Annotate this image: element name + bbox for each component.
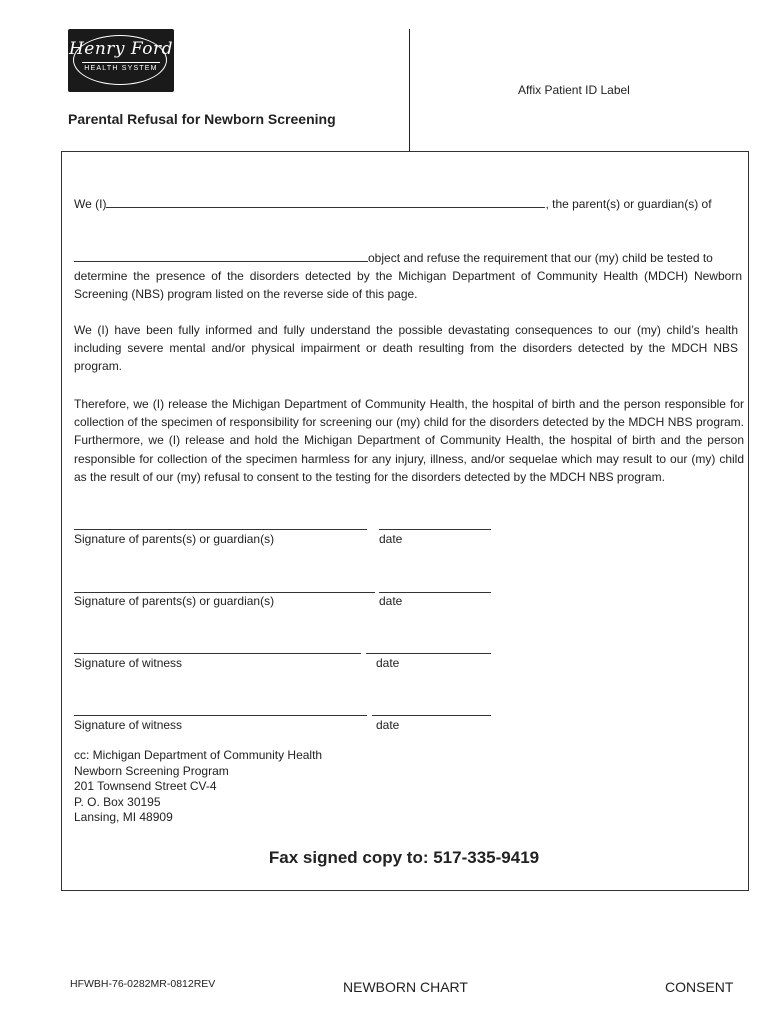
cc-line-3: 201 Townsend Street CV-4	[74, 779, 217, 794]
date-label-parent-2: date	[379, 594, 403, 608]
parent-of-label: , the parent(s) or guardian(s) of	[545, 197, 712, 211]
logo-subtitle: HEALTH SYSTEM	[84, 65, 158, 72]
child-name-field[interactable]	[74, 250, 368, 262]
logo-script: Henry Ford	[68, 39, 174, 59]
henry-ford-logo	[68, 29, 174, 92]
affix-label: Affix Patient ID Label	[518, 83, 630, 97]
paragraph-3: Therefore, we (I) release the Michigan Department of Community Health, the hospital of birth and the person responsible for collection of the specimen of responsibility for screening our (my) child for the disorders detected by the MDCH NBS program. Furthermore, we (I) release and hold the Michigan Department of Community Health, the hospital of birth and the person responsible for collection of the specimen harmless for any injury, illness, and/or sequelae which may result to our (my) child as the result of our (my) refusal to consent to the testing for the disorders detected by the MDCH NBS program.	[74, 397, 744, 484]
paragraph-1: determine the presence of the disorders detected by the Michigan Department of Community Health (MDCH) Newborn Screening (NBS) program listed on the reverse side of this page.	[74, 269, 742, 302]
date-line-parent-1[interactable]	[379, 529, 491, 530]
cc-line-5: Lansing, MI 48909	[74, 810, 173, 825]
date-line-parent-2[interactable]	[379, 592, 491, 593]
fax-instruction: Fax signed copy to: 517-335-9419	[268, 848, 540, 867]
cc-address	[74, 748, 322, 826]
signature-line-parent-2[interactable]	[74, 592, 375, 593]
signature-line-witness-1[interactable]	[74, 653, 361, 654]
consent-label: CONSENT	[665, 979, 734, 995]
date-label-witness-2: date	[376, 718, 400, 732]
signature-label-parent-1: Signature of parents(s) or guardian(s)	[74, 532, 275, 546]
form-code: HFWBH-76-0282MR-0812REV	[70, 978, 216, 990]
signature-line-parent-1[interactable]	[74, 529, 367, 530]
parent-name-field[interactable]	[106, 196, 545, 208]
parent-name-line	[74, 195, 712, 213]
cc-line-2: Newborn Screening Program	[74, 763, 229, 778]
newborn-chart-label: NEWBORN CHART	[343, 979, 468, 995]
logo-rule	[82, 62, 160, 63]
object-refuse-text: object and refuse the requirement that our (my) child be tested to	[368, 251, 713, 265]
cc-line-1: cc: Michigan Department of Community Health	[74, 748, 323, 762]
date-label-witness-1: date	[376, 656, 400, 670]
cc-line-4: P. O. Box 30195	[74, 794, 161, 809]
signature-label-witness-2: Signature of witness	[74, 718, 183, 732]
signature-label-witness-1: Signature of witness	[74, 656, 183, 670]
date-label-parent-1: date	[379, 532, 403, 546]
we-label: We (I)	[74, 197, 107, 211]
header-divider	[409, 29, 410, 151]
date-line-witness-2[interactable]	[372, 715, 491, 716]
form-title: Parental Refusal for Newborn Screening	[68, 111, 336, 127]
signature-label-parent-2: Signature of parents(s) or guardian(s)	[74, 594, 275, 608]
signature-line-witness-2[interactable]	[74, 715, 367, 716]
child-name-line	[74, 249, 713, 267]
paragraph-2: We (I) have been fully informed and fully understand the possible devastating consequences to our (my) child’s health including severe mental and/or physical impairment or death resulting from the disorders detected by the MDCH NBS program.	[74, 323, 738, 374]
date-line-witness-1[interactable]	[366, 653, 491, 654]
